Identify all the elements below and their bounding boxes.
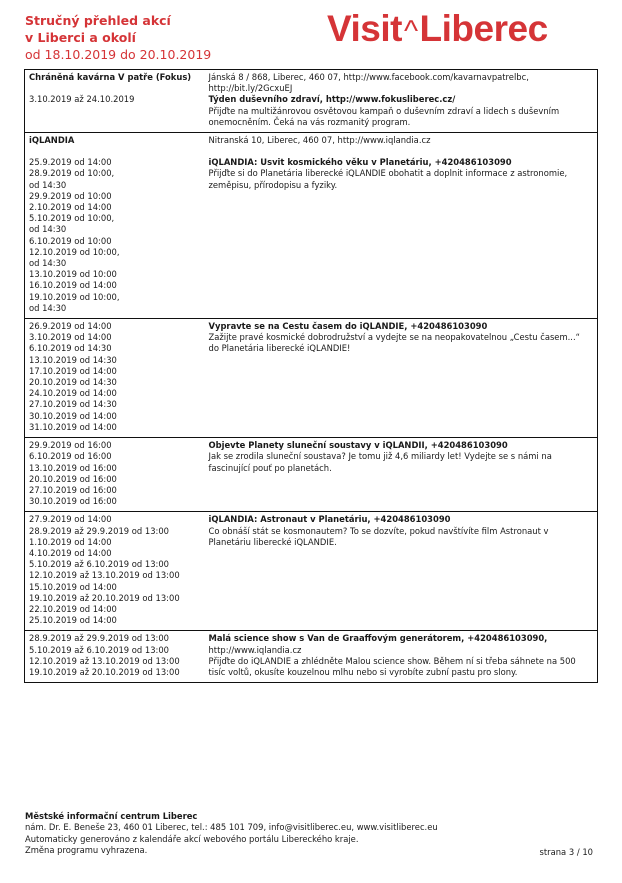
- event-date: 25.9.2019 od 14:00: [29, 157, 112, 168]
- footer: [25, 811, 585, 857]
- event-details-cell: [205, 631, 598, 683]
- event-detail-line: tisíc voltů, okusíte kouzelnou mlhu nebo si vyrobíte zubní pastu pro slony.: [208, 666, 518, 677]
- event-date: 24.10.2019 od 14:00: [29, 388, 117, 399]
- event-detail-line: Přijďte si do Planetária liberecké iQLANDIE obohatit a doplnit informace z astronomie,: [208, 168, 568, 179]
- event-row: [25, 512, 598, 631]
- event-date: 20.10.2019 od 14:30: [29, 377, 117, 388]
- event-date: 26.9.2019 od 14:00: [29, 321, 112, 332]
- event-date: 19.10.2019 až 20.10.2019 od 13:00: [29, 592, 180, 603]
- event-detail-line: zeměpisu, přírodopisu a fyziky.: [208, 179, 338, 190]
- footer-note-changes: Změna programu vyhrazena.: [25, 845, 148, 856]
- event-dates-cell: [25, 512, 205, 631]
- venue-name: Chráněná kavárna V patře (Fokus): [29, 72, 192, 82]
- event-detail-line: fascinující pouť po planetách.: [208, 462, 332, 473]
- event-date: 6.10.2019 od 10:00: [29, 235, 112, 246]
- header-date-range: od 18.10.2019 do 20.10.2019: [25, 47, 212, 62]
- event-date: 12.10.2019 až 13.10.2019 od 13:00: [29, 655, 180, 666]
- event-date: 12.10.2019 od 10:00,: [29, 246, 120, 257]
- event-date: 19.10.2019 až 20.10.2019 od 13:00: [29, 666, 180, 677]
- logo-caret: ^: [403, 15, 418, 48]
- event-date: od 14:30: [29, 258, 67, 269]
- event-date: 6.10.2019 od 16:00: [29, 451, 112, 462]
- page-number: strana 3 / 10: [539, 847, 593, 857]
- event-detail-line: Přijďte na multižánrovou osvětovou kampaň o duševním zdraví a lidech s duševním: [208, 105, 560, 116]
- event-title: iQLANDIA: Usvit kosmického věku v Planetáriu, +420486103090: [208, 157, 512, 168]
- event-details-cell: [205, 512, 598, 631]
- event-date: 27.9.2019 od 14:00: [29, 514, 112, 525]
- logo-text-liberec: Liberec: [419, 8, 548, 49]
- event-title: Týden duševního zdraví, http://www.fokusliberec.cz/: [208, 94, 456, 105]
- event-dates-cell: [25, 70, 205, 133]
- event-date: 20.10.2019 od 16:00: [29, 473, 117, 484]
- event-detail-line: Jánská 8 / 868, Liberec, 460 07, http://www.facebook.com/kavarnavpatrelbc,: [208, 72, 529, 82]
- event-row: [25, 631, 598, 683]
- event-date: 12.10.2019 až 13.10.2019 od 13:00: [29, 570, 180, 581]
- event-details-cell: [205, 319, 598, 438]
- header-title-line2: v Liberci a okolí: [25, 30, 136, 45]
- event-date: 5.10.2019 až 6.10.2019 od 13:00: [29, 644, 169, 655]
- event-date: 13.10.2019 od 16:00: [29, 462, 117, 473]
- event-detail-line: do Planetária liberecké iQLANDIE!: [208, 343, 351, 354]
- event-detail-line: onemocněním. Čeká na vás rozmanitý program.: [208, 116, 411, 127]
- event-dates-cell: [25, 438, 205, 512]
- event-date: 1.10.2019 od 14:00: [29, 536, 112, 547]
- event-detail-line: Nitranská 10, Liberec, 460 07, http://www.iqlandia.cz: [208, 135, 431, 146]
- event-date: 25.10.2019 od 14:00: [29, 615, 117, 626]
- event-row: [25, 133, 598, 319]
- event-row: [25, 438, 598, 512]
- event-date: 17.10.2019 od 14:00: [29, 365, 117, 376]
- event-date: 5.10.2019 až 6.10.2019 od 13:00: [29, 559, 169, 570]
- event-date: 19.10.2019 od 10:00,: [29, 291, 120, 302]
- event-date: 27.10.2019 od 14:30: [29, 399, 117, 410]
- event-date: 29.9.2019 od 16:00: [29, 440, 112, 451]
- event-date: 6.10.2019 od 14:30: [29, 343, 112, 354]
- footer-org: Městské informační centrum Liberec: [25, 811, 198, 821]
- event-date: 13.10.2019 od 10:00: [29, 269, 117, 280]
- event-date: 4.10.2019 od 14:00: [29, 547, 112, 558]
- event-detail-line: http://www.iqlandia.cz: [208, 644, 302, 655]
- event-date: 22.10.2019 od 14:00: [29, 603, 117, 614]
- venue-name: iQLANDIA: [29, 135, 75, 146]
- event-date: od 14:30: [29, 224, 67, 235]
- event-date: 28.9.2019 až 29.9.2019 od 13:00: [29, 525, 169, 536]
- event-date: 31.10.2019 od 14:00: [29, 421, 117, 432]
- document-header: [25, 12, 265, 63]
- event-date: 5.10.2019 od 10:00,: [29, 213, 115, 224]
- logo-text-visit: Visit: [327, 8, 402, 49]
- event-date: 30.10.2019 od 16:00: [29, 496, 117, 507]
- footer-note-generated: Automaticky generováno z kalendáře akcí webového portálu Libereckého kraje.: [25, 833, 359, 844]
- header-title-line1: Stručný přehled akcí: [25, 13, 171, 28]
- event-date: 28.9.2019 od 10:00,: [29, 168, 115, 179]
- event-detail-line: Planetáriu liberecké iQLANDIE.: [208, 536, 337, 547]
- event-date: 28.9.2019 až 29.9.2019 od 13:00: [29, 633, 169, 644]
- event-date: 27.10.2019 od 16:00: [29, 484, 117, 495]
- footer-address: nám. Dr. E. Beneše 23, 460 01 Liberec, tel.: 485 101 709, info@visitliberec.eu, www.visitliberec.eu: [25, 822, 438, 833]
- event-title: Objevte Planety sluneční soustavy v iQLANDII, +420486103090: [208, 440, 508, 451]
- event-details-cell: [205, 438, 598, 512]
- event-date: 29.9.2019 od 10:00: [29, 190, 112, 201]
- spacer: [29, 146, 201, 157]
- event-detail-line: Jak se zrodila sluneční soustava? Je tomu již 4,6 miliardy let! Vydejte se s námi na: [208, 451, 552, 462]
- event-dates-cell: [25, 631, 205, 683]
- event-dates-cell: [25, 319, 205, 438]
- event-date: 3.10.2019 až 24.10.2019: [29, 94, 135, 105]
- event-detail-line: Přijďte do iQLANDIE a zhlédněte Malou science show. Během ní si třeba sáhnete na 500: [208, 655, 576, 666]
- spacer: [29, 83, 201, 94]
- event-title: iQLANDIA: Astronaut v Planetáriu, +420486103090: [208, 514, 451, 525]
- events-table: [24, 69, 598, 683]
- event-title: Vypravte se na Cestu časem do iQLANDIE, +420486103090: [208, 321, 488, 332]
- event-date: od 14:30: [29, 302, 67, 313]
- visit-liberec-logo: [327, 6, 548, 55]
- event-date: 15.10.2019 od 14:00: [29, 581, 117, 592]
- spacer: [209, 146, 594, 157]
- event-date: 2.10.2019 od 14:00: [29, 202, 112, 213]
- event-date: 30.10.2019 od 14:00: [29, 410, 117, 421]
- event-row: [25, 70, 598, 133]
- event-date: 16.10.2019 od 14:00: [29, 280, 117, 291]
- event-date: 3.10.2019 od 14:00: [29, 332, 112, 343]
- event-detail-line: Zažijte pravé kosmické dobrodružství a vydejte se na neopakovatelnou „Cestu časem...“: [208, 332, 580, 343]
- event-detail-line: Co obnáší stát se kosmonautem? To se dozvíte, pokud navštívíte film Astronaut v: [208, 525, 549, 536]
- event-date: 13.10.2019 od 14:30: [29, 354, 117, 365]
- event-date: od 14:30: [29, 179, 67, 190]
- event-detail-line: http://bit.ly/2GcxuEJ: [208, 83, 293, 94]
- event-title: Malá science show s Van de Graaffovým generátorem, +420486103090,: [208, 633, 548, 644]
- event-dates-cell: [25, 133, 205, 319]
- event-details-cell: [205, 133, 598, 319]
- event-row: [25, 319, 598, 438]
- event-details-cell: [205, 70, 598, 133]
